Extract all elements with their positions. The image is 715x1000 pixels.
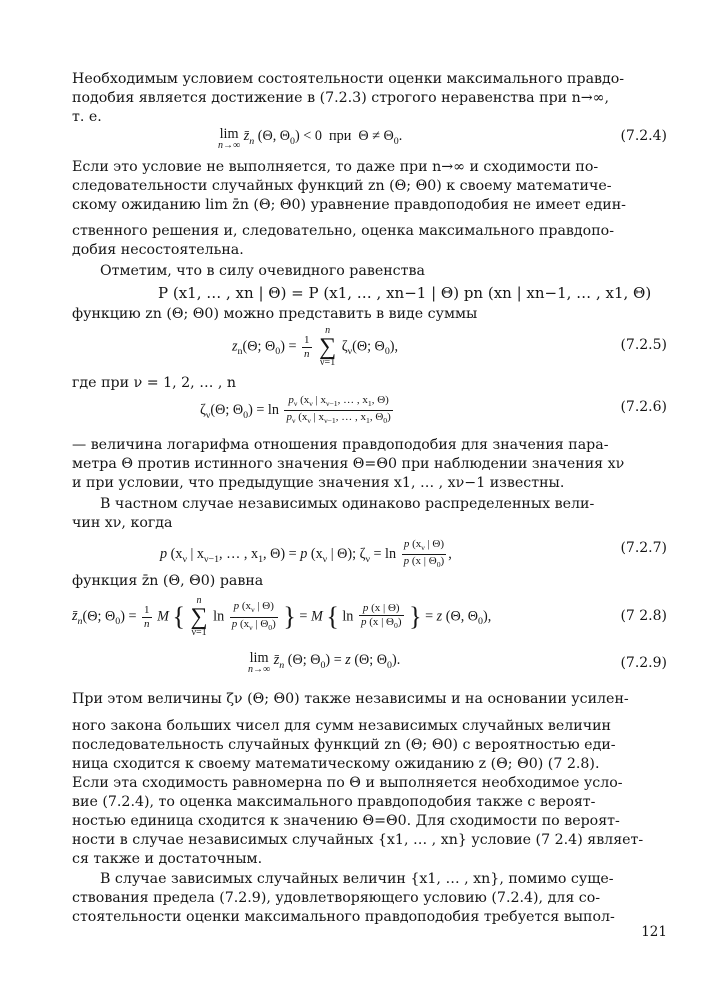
text-line: метра Θ против истинного значения Θ=Θ0 при наблюдении значения xν [72,456,625,472]
text-line: Если эта сходимость равномерна по Θ и выполняется необходимое усло- [72,775,623,791]
equation-7-2-5: $z_n(\Theta$; $\Theta_0$) = $\frac{1}{n}$ n ∑ ν=1 $\zeta_\nu(\Theta$; $\Theta_0$), [232,325,399,368]
text-line: ностью единица сходится к значению Θ=Θ0. Для сходимости по вероят- [72,813,620,829]
text-line: чин xν, когда [72,515,173,531]
text-line: следовательности случайных функций zn (Θ; Θ0) к своему математиче- [72,178,612,194]
text-line: ственного решения и, следовательно, оценка максимального правдопо- [72,223,614,239]
text-line: добия несостоятельна. [72,242,244,258]
equation-number: (7.2.7) [620,540,667,556]
text-line: — величина логарифма отношения правдоподобия для значения пара- [72,437,609,453]
equation-7-2-8: $z̄_n(\Theta$; $\Theta_0$) = $\frac{1}{n}$ M { n ∑ ν=1 ln $\frac{p (x_\nu | \Theta)}{p (x_\nu | \Theta_0)}$ } = M { ln $\frac{p (x | \Theta)}{p (x | \Theta_0)}$ } = z (Θ, $\Theta_0$), [72,595,492,638]
text-line: При этом величины ζν (Θ; Θ0) также независимы и на основании усилен- [72,691,629,707]
text-line: Отметим, что в силу очевидного равенства [100,263,425,279]
text-line: В случае зависимых случайных величин {x1, … , xn}, помимо суще- [100,871,614,887]
text-line: скому ожиданию lim z̄n (Θ; Θ0) уравнение правдоподобия не имеет един- [72,197,626,213]
text-line: и при условии, что предыдущие значения x1, … , xν−1 известны. [72,475,565,491]
text-line: функция z̄n (Θ, Θ0) равна [72,573,264,589]
text-line: функцию zn (Θ; Θ0) можно представить в виде суммы [72,306,478,322]
text-line: т. е. [72,109,102,125]
equation-7-2-6: $\zeta_\nu(\Theta$; $\Theta_0) = \ln$ $\frac{p_\nu (x_\nu | x_{\nu-1}, \dots , x_1, \Theta)}{p_\nu (x_\nu | x_{\nu-1}, \dots , x_1, \Theta_0)}$ [200,394,391,426]
text-line: стоятельности оценки максимального правдоподобия требуется выпол- [72,909,615,925]
text-line: ности в случае независимых случайных {x1, … , xn} условие (7 2.4) являет- [72,832,644,848]
equation-number: (7.2.5) [620,337,667,353]
text-line: В частном случае независимых одинаково распределенных вели- [100,496,595,512]
text-line: ница сходится к своему математическому ожиданию z (Θ; Θ0) (7 2.8). [72,756,600,772]
text-line: ного закона больших чисел для сумм независимых случайных величин [72,718,612,734]
equation-number: (7.2.4) [620,128,667,144]
text-line: подобия является достижение в (7.2.3) строгого неравенства при n→∞, [72,90,609,106]
equation-product: P (x1, … , xn | Θ) = P (x1, … , xn−1 | Θ) pn (xn | xn−1, … , x1, Θ) [158,284,652,302]
text-line: ствования предела (7.2.9), удовлетворяющего условию (7.2.4), для со- [72,890,601,906]
text-line: ся также и достаточным. [72,851,263,867]
text-line: последовательность случайных функций zn (Θ; Θ0) с вероятностью еди- [72,737,616,753]
page-number: 121 [641,924,667,940]
equation-number: (7.2.6) [620,399,667,415]
equation-number: (7 2.8) [620,608,667,624]
text-line: где при ν = 1, 2, … , n [72,375,237,391]
equation-7-2-7: p ($x_\nu$ | $x_{\nu-1}$, … , $x_1$, Θ) = p ($x_\nu$ | Θ); $\zeta_\nu = \ln$ $\frac{p (x_\nu | \Theta)}{p (x | \Theta_0)}$ , [160,538,452,570]
equation-7-2-4: lim n→∞ $z̄_n$ (Θ, $\Theta_0) < 0$ при $\Theta \ne \Theta_0$. [218,126,403,151]
text-line: Если это условие не выполняется, то даже при n→∞ и сходимости по- [72,159,599,175]
equation-7-2-9: lim n→∞ $z̄_n$ (Θ; $\Theta_0) = z$ (Θ; $\Theta_0$). [248,650,401,675]
text-line: Необходимым условием состоятельности оценки максимального правдо- [72,71,625,87]
text-line: вие (7.2.4), то оценка максимального правдоподобия также с вероят- [72,794,596,810]
equation-number: (7.2.9) [620,655,667,671]
